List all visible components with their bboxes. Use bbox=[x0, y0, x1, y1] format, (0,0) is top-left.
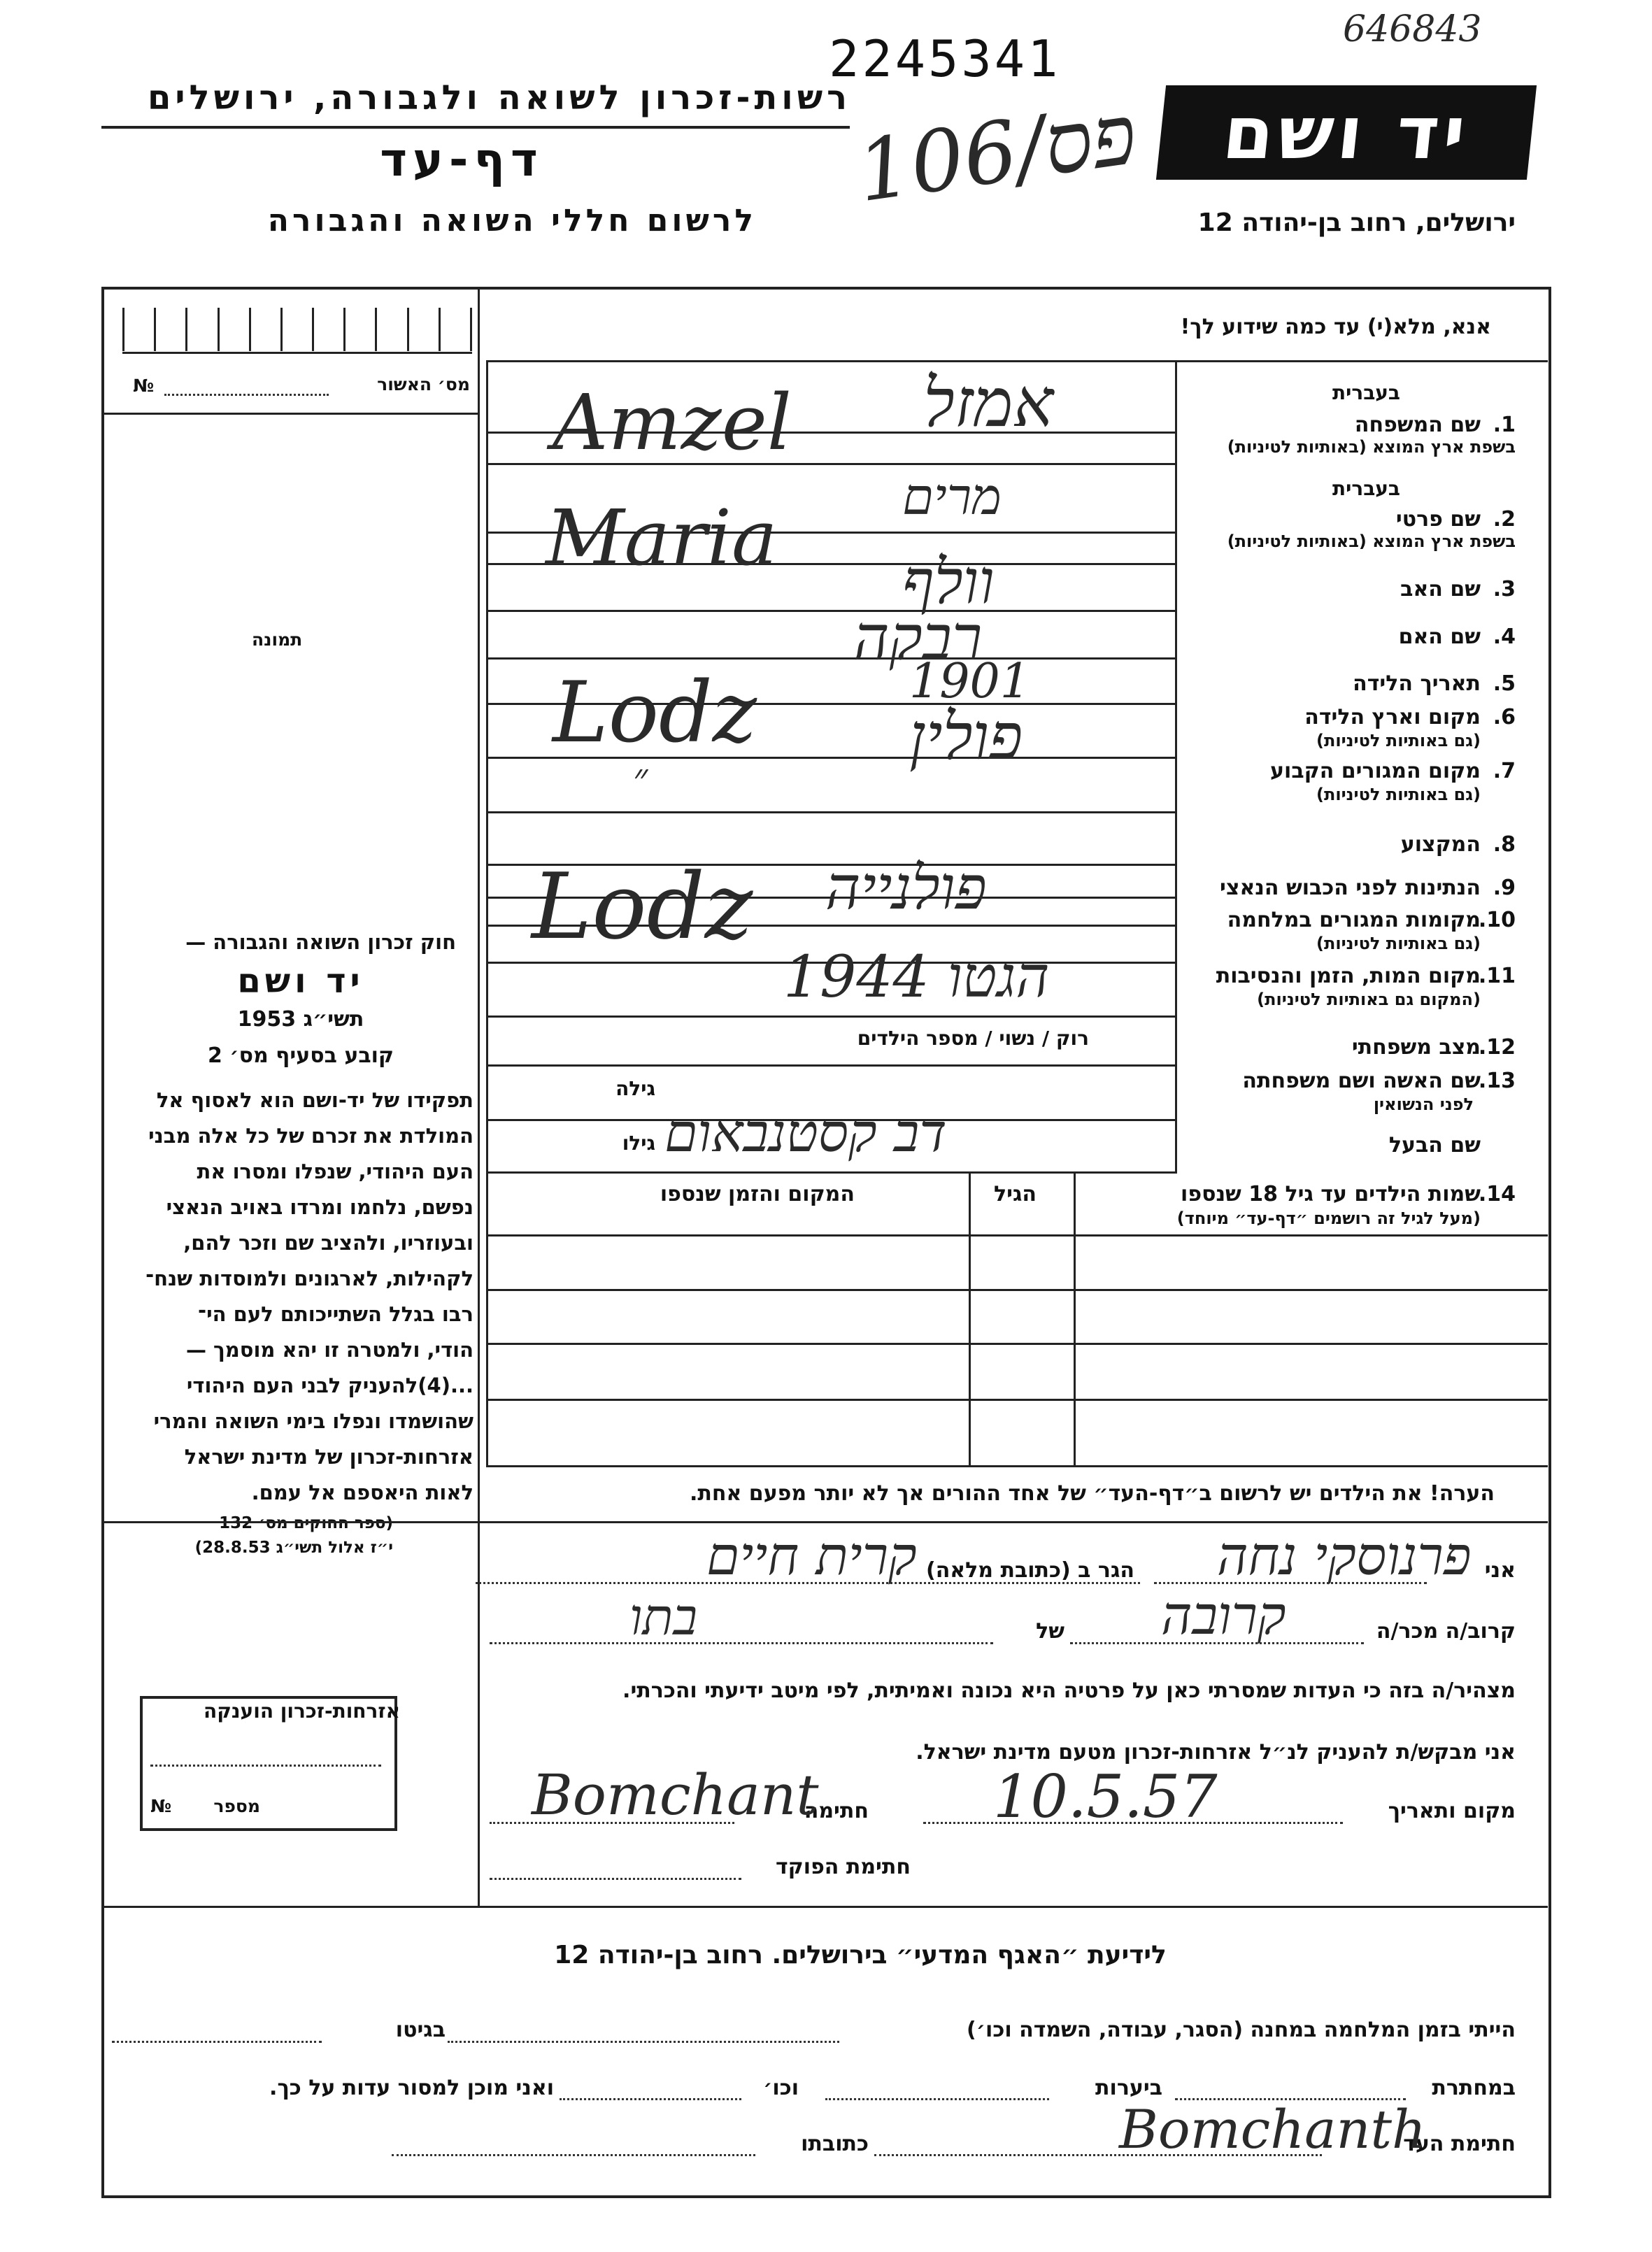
field-5-num: 5. bbox=[1493, 671, 1516, 696]
decl-officer-dots bbox=[490, 1878, 741, 1880]
instruction-rule bbox=[486, 360, 1548, 362]
citizenship-number: מספר bbox=[213, 1796, 260, 1816]
field-4-num: 4. bbox=[1493, 625, 1516, 649]
decl-officer: חתימת הפוקד bbox=[776, 1855, 911, 1879]
approval-label: מס׳ האשור bbox=[377, 374, 470, 394]
table-row-rule bbox=[486, 1343, 1548, 1345]
value-citizenship: פולנייה bbox=[825, 853, 987, 923]
field-9-num: 9. bbox=[1493, 876, 1516, 900]
bottom-line2-a: במחתרת bbox=[1432, 2076, 1516, 2100]
bottom-line2-c: וכו׳ bbox=[763, 2076, 799, 2100]
law-source-1: (ספר החוקים מס׳ 132 bbox=[219, 1514, 393, 1532]
husband-label: שם הבעל bbox=[1388, 1133, 1481, 1157]
value-husband: דב קסטנבאום bbox=[664, 1102, 947, 1164]
field-12-label: מצב משפחתי bbox=[1351, 1035, 1481, 1060]
husband-extra: גילו bbox=[622, 1132, 655, 1155]
decl-statement: מצהיר/ה בזה כי העדות שמסרתי כאן על פרטיה היא נכונה ואמיתית, לפי מיטב ידיעתי והכרתי. bbox=[622, 1679, 1516, 1703]
decl-of: של bbox=[1036, 1619, 1064, 1644]
decl-hw-name: פרנוסקי נחה bbox=[1217, 1525, 1472, 1587]
table-divider-2 bbox=[1074, 1171, 1076, 1465]
bottom-line3-a: חתימת העד bbox=[1403, 2132, 1516, 2156]
decl-hw-relation: קרובה bbox=[1161, 1584, 1286, 1646]
instruction: אנא, מלא(י) עד כמה שידוע לך! bbox=[1180, 315, 1491, 339]
bottom-divider bbox=[104, 1906, 1548, 1908]
bottom-line3-b: כתובתו bbox=[801, 2132, 869, 2156]
field-8-label: המקצוע bbox=[1400, 832, 1481, 857]
approval-base bbox=[122, 352, 472, 354]
field-2-num: 2. bbox=[1493, 507, 1516, 532]
approval-bottom bbox=[104, 413, 478, 415]
law-line: לאות היאספם אל עמם. bbox=[251, 1481, 473, 1504]
children-col-note: (מעל לגיל זה רושמים ״דף-עד״ מיוחד) bbox=[1176, 1209, 1481, 1228]
address: ירושלים, רחוב בן-יהודה 12 bbox=[1197, 208, 1516, 237]
citizenship-rule bbox=[150, 1765, 381, 1767]
law-title: חוק זכרון השואה והגבורה — bbox=[185, 930, 456, 954]
field-2-tag: בעברית bbox=[1332, 477, 1400, 500]
value-mother: רבקה bbox=[853, 601, 983, 674]
value-wartime-residence: Lodz bbox=[532, 853, 753, 960]
law-line: שהושמדו ונפלו בימי השואה והמרי bbox=[153, 1409, 473, 1433]
corner-number: 646843 bbox=[1343, 8, 1482, 50]
law-text bbox=[106, 1083, 473, 1511]
value-surname-he: אמזל bbox=[923, 364, 1054, 442]
field-10-label: מקומות המגורים במלחמה bbox=[1227, 908, 1481, 932]
field-3-num: 3. bbox=[1493, 577, 1516, 601]
note-row: הערה! את הילדים יש לרשום ב״דף-העד״ של אחד ההורים אך לא יותר מפעם אחת. bbox=[690, 1481, 1495, 1506]
field-8-num: 8. bbox=[1493, 832, 1516, 857]
value-surname-lat: Amzel bbox=[553, 378, 792, 467]
label-divider bbox=[1175, 360, 1177, 1171]
decl-i: אני bbox=[1484, 1558, 1516, 1583]
value-father: וולף bbox=[902, 546, 995, 618]
decl-request: אני מבקש/ת להעניק לנ״ל אזרחות-זכרון מטעם מדינת ישראל. bbox=[916, 1740, 1516, 1765]
field-1-tag: בעברית bbox=[1332, 381, 1400, 404]
logo-text: יד ושם bbox=[1219, 90, 1474, 176]
value-birthplace-he: פולין bbox=[909, 699, 1023, 774]
field-11-num: 11. bbox=[1478, 964, 1516, 988]
field-9-label: הנתינות לפני הכבוש הנאצי bbox=[1220, 876, 1481, 900]
table-row-rule bbox=[486, 1399, 1548, 1401]
sidebar-divider bbox=[478, 289, 480, 1906]
bottom-line1-dots2 bbox=[112, 2041, 322, 2043]
bottom-line2-dots2 bbox=[825, 2098, 1049, 2100]
field-13-extra: גילה bbox=[615, 1077, 655, 1100]
law-name: יד ושם bbox=[237, 962, 364, 1001]
field-5-label: תאריך הלידה bbox=[1353, 671, 1481, 696]
row-rule bbox=[486, 1064, 1177, 1067]
table-row-rule bbox=[486, 1289, 1548, 1291]
value-firstname-lat: Maria bbox=[546, 493, 778, 583]
field-12-extra: רוק / נשוי / מספר הילדים bbox=[857, 1027, 1089, 1050]
field-10-note: (גם באותיות לטיניות) bbox=[1316, 934, 1481, 953]
field-11-note: (המקום גם באותיות לטיניות) bbox=[1257, 990, 1481, 1009]
field-1-label: שם המשפחה bbox=[1354, 413, 1481, 437]
law-year: תשי״ג 1953 bbox=[237, 1007, 364, 1032]
field-13-label: שם האשה ושם משפחתה bbox=[1242, 1069, 1481, 1093]
law-line: העם היהודי, שנפלו ומסרו את bbox=[197, 1160, 473, 1183]
field-13-note: לפני הנשואין bbox=[1373, 1095, 1474, 1114]
law-line: לקהילות, לארגונים ולמוסדות שנח־ bbox=[145, 1267, 473, 1290]
field-6-label: מקום וארץ הלידה bbox=[1304, 705, 1481, 729]
field-4-label: שם האם bbox=[1398, 625, 1481, 649]
note-rule bbox=[104, 1521, 1548, 1523]
children-col-age: הגיל bbox=[994, 1182, 1037, 1206]
children-col-names: שמות הילדים עד גיל 18 שנספו bbox=[1181, 1182, 1481, 1206]
law-source-2: י״ז אלול תשי״ג 28.8.53) bbox=[194, 1539, 393, 1557]
yad-vashem-logo bbox=[1156, 85, 1537, 180]
field-7-label: מקום המגורים הקבוע bbox=[1270, 759, 1481, 783]
header-rule bbox=[101, 126, 850, 129]
value-firstname-he: מרים bbox=[902, 467, 1002, 526]
field-7-num: 7. bbox=[1493, 759, 1516, 783]
value-birthplace-lat: Lodz bbox=[553, 664, 757, 762]
handwritten-page-mark: פס/106 bbox=[851, 85, 1143, 222]
decl-hw-address: קרית חיים bbox=[706, 1525, 917, 1587]
value-birthdate: 1901 bbox=[909, 654, 1031, 709]
field-12-num: 12. bbox=[1478, 1035, 1516, 1060]
field-10-num: 10. bbox=[1478, 908, 1516, 932]
decl-hw-date: 10.5.57 bbox=[993, 1762, 1218, 1831]
children-num: 14. bbox=[1478, 1182, 1516, 1206]
bottom-line3-dots2 bbox=[392, 2154, 755, 2156]
value-death: הגטו 1944 bbox=[783, 944, 1050, 1011]
table-bottom-rule bbox=[486, 1465, 1548, 1467]
value-residence: ״ bbox=[633, 755, 648, 801]
bottom-line2-d: ואני מוכן למסור עדות על כך. bbox=[269, 2076, 554, 2100]
authority-name: רשות-זכרון לשואה ולגבורה, ירושלים bbox=[147, 78, 851, 117]
approval-dots bbox=[164, 394, 329, 396]
bottom-hw-signature: Bomchanth bbox=[1119, 2098, 1426, 2160]
bottom-line2-b: ביערות bbox=[1095, 2076, 1162, 2100]
decl-of-dots bbox=[490, 1642, 993, 1644]
photo-label: תמונה bbox=[252, 629, 303, 650]
citizenship-symbol: № bbox=[150, 1796, 172, 1816]
bottom-title: לידיעת ״האגף המדעי״ בירושלים. רחוב בן-יהודה 12 bbox=[554, 1941, 1167, 1969]
row-rule bbox=[486, 811, 1177, 813]
field-6-num: 6. bbox=[1493, 705, 1516, 729]
table-divider-1 bbox=[969, 1171, 971, 1465]
law-line: רבו בגלל השתייכותם לעם הי־ bbox=[198, 1302, 473, 1326]
bottom-line1-a: הייתי בזמן המלחמה במחנה (הסגר, עבודה, השמדה וכו׳) bbox=[967, 2018, 1516, 2042]
field-divider bbox=[486, 360, 488, 1465]
law-line: ובעוזריו, ולהציב שם וזכר להם, bbox=[183, 1231, 473, 1255]
field-1-num: 1. bbox=[1493, 413, 1516, 437]
decl-relative: קרוב/ה מכר/ה bbox=[1376, 1619, 1516, 1644]
bottom-line2-dots3 bbox=[560, 2098, 741, 2100]
decl-signature: חתימה bbox=[804, 1799, 869, 1823]
field-6-note: (גם באותיות לטיניות) bbox=[1316, 731, 1481, 750]
decl-hw-relation2: בתו bbox=[629, 1588, 698, 1646]
form-title: דף-עד bbox=[380, 133, 543, 187]
field-11-label: מקום המות, הזמן והנסיבות bbox=[1216, 964, 1481, 988]
approval-ticks bbox=[122, 308, 472, 351]
row-rule bbox=[486, 1015, 1177, 1018]
row-rule bbox=[486, 610, 1177, 612]
row-rule bbox=[486, 657, 1177, 660]
field-3-label: שם האב bbox=[1400, 577, 1481, 601]
law-clause: קובע בסעיף מס׳ 2 bbox=[207, 1043, 394, 1068]
law-line: המולדת את זכרם של כל אלה מבני bbox=[148, 1124, 473, 1148]
field-1-note: בשפת ארץ המוצא (באותיות לטיניות) bbox=[1227, 437, 1516, 457]
law-line: ...(4)להעניק לבני העם היהודי bbox=[186, 1374, 473, 1397]
law-line: הודי, ולמטרה זו יהא מוסמך — bbox=[185, 1338, 473, 1362]
field-7-note: (גם באותיות לטיניות) bbox=[1316, 785, 1481, 804]
law-line: תפקידו של יד-ושם הוא לאסוף אל bbox=[156, 1088, 473, 1112]
children-col-place: המקום והזמן שנספו bbox=[660, 1182, 855, 1206]
field-2-note: בשפת ארץ המוצא (באותיות לטיניות) bbox=[1227, 532, 1516, 551]
bottom-line1-b: בגיטו bbox=[395, 2018, 446, 2042]
citizenship-title: אזרחות-זכרון הוענקה bbox=[204, 1699, 400, 1723]
field-2-label: שם פרטי bbox=[1395, 507, 1481, 532]
decl-place-date: מקום ותאריך bbox=[1388, 1799, 1516, 1823]
archive-number: 2245341 bbox=[829, 29, 1061, 88]
decl-resides: הגר ב (כתובת מלאה) bbox=[925, 1558, 1134, 1583]
law-line: נפשם, נלחמו ומרדו באויב הנאצי bbox=[166, 1195, 473, 1219]
number-symbol: № bbox=[133, 376, 155, 396]
table-header-rule bbox=[486, 1234, 1548, 1237]
field-13-num: 13. bbox=[1478, 1069, 1516, 1093]
decl-hw-signature: Bomchant bbox=[532, 1762, 819, 1827]
bottom-line1-dots bbox=[448, 2041, 839, 2043]
law-line: אזרחות-זכרון של מדינת ישראל bbox=[184, 1445, 473, 1469]
form-subtitle: לרשום חללי השואה והגבורה bbox=[267, 203, 757, 238]
